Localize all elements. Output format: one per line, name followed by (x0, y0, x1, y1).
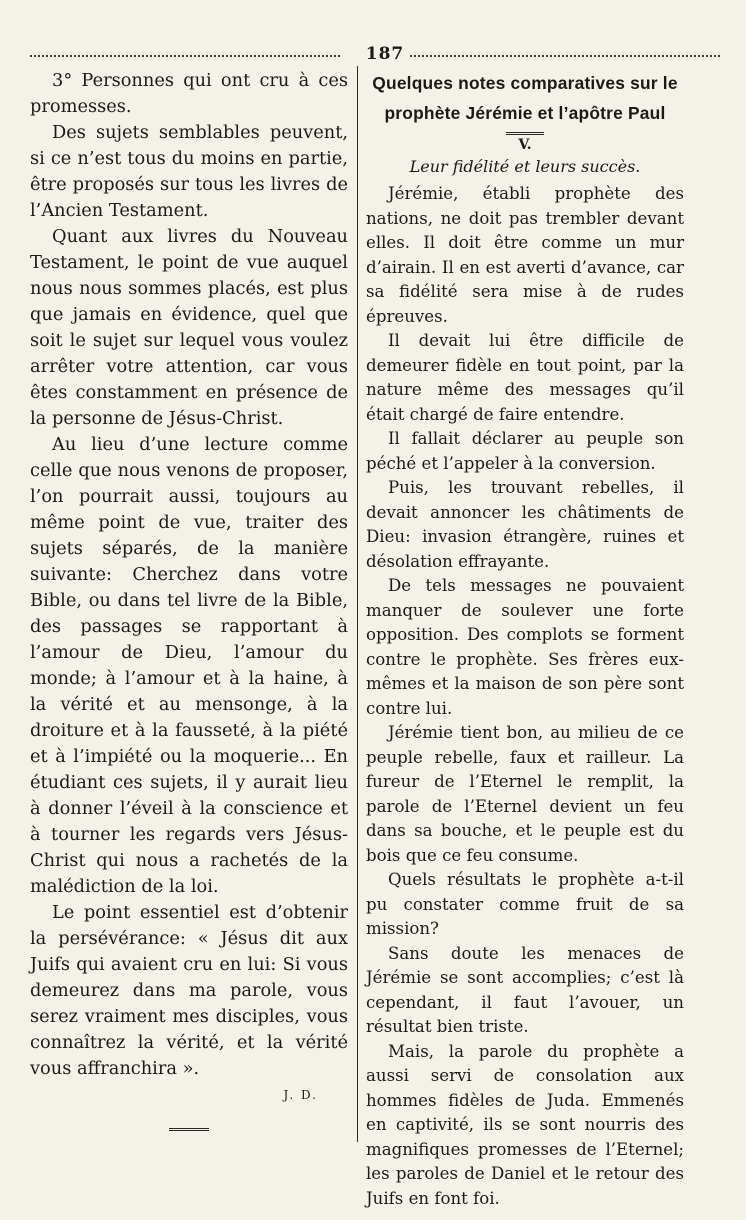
paragraph: Des sujets semblables peuvent, si ce n’est tous du moins en partie, être proposés sur tous les livres de l’Ancien Testament. (30, 122, 348, 221)
author-signature: J. D. (283, 1088, 318, 1102)
paragraph: Quant aux livres du Nouveau Testament, le point de vue auquel nous nous sommes placés, est plus que jamais en évidence, quel que soit le sujet sur lequel vous voulez arrêter votre attention, car vous êtes constamment en présence de la personne de Jésus-Christ. (30, 226, 348, 429)
paragraph: Il devait lui être difficile de demeurer fidèle en tout point, par la nature même des messages qu’il était chargé de faire entendre. (366, 331, 684, 424)
column-divider (357, 66, 358, 1142)
article-end-rule (169, 1128, 209, 1131)
page-number: 187 (365, 44, 405, 64)
paragraph: Jérémie, établi prophète des nations, ne doit pas trembler devant elles. Il doit être comme un mur d’airain. Il en est averti d’avance, car sa fidélité sera mise à de rudes épreuves. (366, 184, 684, 326)
paragraph: 3° Personnes qui ont cru à ces promesses. (30, 70, 348, 117)
title-rule (506, 132, 544, 135)
paragraph: Il fallait déclarer au peuple son péché et l’appeler à la conversion. (366, 429, 684, 473)
paragraph: Le point essentiel est d’obtenir la persévérance: « Jésus dit aux Juifs qui avaient cru en lui: Si vous demeurez dans ma parole, vous serez vraiment mes disciples, vous connaîtrez la vérité, et la vérité vous affranchira ». (30, 902, 348, 1079)
right-column (366, 68, 684, 1211)
paragraph: Au lieu d’une lecture comme celle que nous venons de proposer, l’on pourrait aussi, toujours au même point de vue, traiter des sujets séparés, de la manière suivante: Cherchez dans votre Bible, ou dans tel livre de la Bible, des passages se rapportant à l’amour de Dieu, l’amour du monde; à l’amour et à la haine, à la vérité et au mensonge, à la droiture et à la fausseté, à la piété et à l’impiété ou la moquerie... En étudiant ces sujets, il y aurait lieu à donner l’éveil à la conscience et à tourner les regards vers Jésus-Christ qui nous a rachetés de la malédiction de la loi. (30, 434, 348, 897)
paragraph: Jérémie tient bon, au milieu de ce peuple rebelle, faux et railleur. La fureur de l’Eternel le remplit, la parole de l’Eternel devient un feu dans sa bouche, et le peuple est du bois que ce feu consume. (366, 723, 684, 865)
article-title: Quelques notes comparatives sur le prophète Jérémie et l’apôtre Paul (372, 73, 678, 123)
section-number: V. (518, 137, 532, 153)
paragraph: De tels messages ne pouvaient manquer de soulever une forte opposition. Des complots se forment contre le prophète. Ses frères eux-mêmes et la maison de son père sont contre lui. (366, 576, 684, 718)
paragraph: Puis, les trouvant rebelles, il devait annoncer les châtiments de Dieu: invasion étrangère, ruines et désolation effrayante. (366, 478, 684, 571)
paragraph: Quels résultats le prophète a-t-il pu constater comme fruit de sa mission? (366, 870, 684, 938)
header-rule-left (30, 55, 340, 57)
paragraph: Mais, la parole du prophète a aussi servi de consolation aux hommes fidèles de Juda. Emmenés en captivité, ils se sont nourris des magnifiques promesses de l’Eternel; les paroles de Daniel et le retour des Juifs en font foi. (366, 1041, 684, 1208)
header-rule-right (410, 55, 720, 57)
section-subtitle: Leur fidélité et leurs succès. (409, 157, 641, 176)
page-header (30, 44, 720, 64)
paragraph: Sans doute les menaces de Jérémie se sont accomplies; c’est là cependant, il faut l’avouer, un résultat bien triste. (366, 943, 684, 1036)
left-column (30, 68, 348, 1131)
